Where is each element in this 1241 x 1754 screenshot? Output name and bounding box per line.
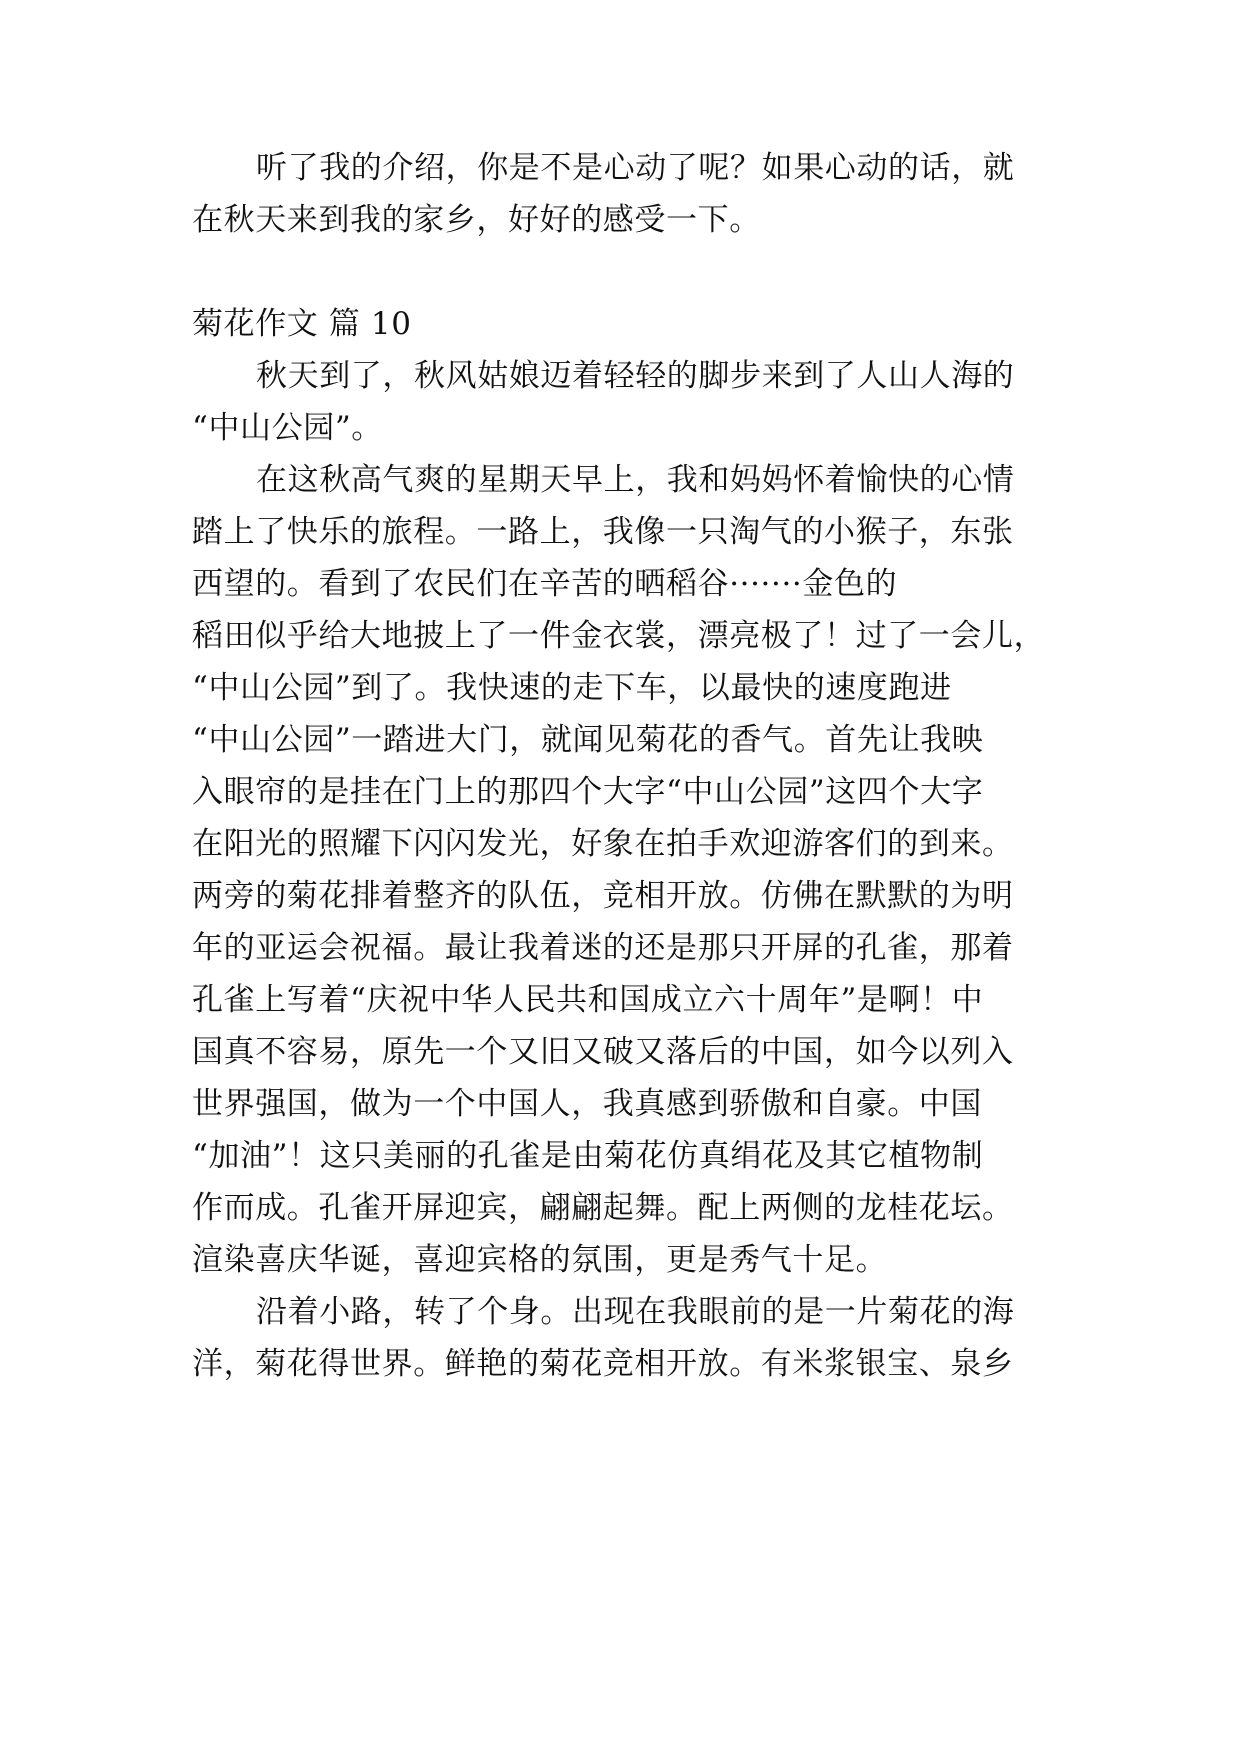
paragraph-line: 秋天到了，秋风姑娘迈着轻轻的脚步来到了人山人海的 (256, 358, 1015, 394)
paragraph-line: 世界强国，做为一个中国人，我真感到骄傲和自豪。中国 (192, 1086, 982, 1122)
paragraph-line: 国真不容易，原先一个又旧又破又落后的中国，如今以列入 (192, 1034, 1014, 1070)
paragraph-line: 听了我的介绍，你是不是心动了呢？如果心动的话，就 (256, 150, 1015, 186)
paragraph-line: 年的亚运会祝福。最让我着迷的还是那只开屏的孔雀，那着 (192, 930, 1014, 966)
paragraph-line: 两旁的菊花排着整齐的队伍，竞相开放。仿佛在默默的为明 (192, 878, 1014, 914)
paragraph-line: 在秋天来到我的家乡，好好的感受一下。 (192, 202, 761, 238)
paragraph-line: 在阳光的照耀下闪闪发光，好象在拍手欢迎游客们的到来。 (192, 826, 1014, 862)
paragraph-line: “中山公园”到了。我快速的走下车，以最快的速度跑进 (192, 670, 952, 706)
paragraph-line: 入眼帘的是挂在门上的那四个大字“中山公园”这四个大字 (192, 774, 984, 810)
paragraph-line: “中山公园”。 (192, 410, 383, 446)
paragraph-line: 洋，菊花得世界。鲜艳的菊花竞相开放。有米浆银宝、泉乡 (192, 1346, 1014, 1382)
paragraph-line: “中山公园”一踏进大门，就闻见菊花的香气。首先让我映 (192, 722, 984, 758)
paragraph-line: 孔雀上写着“庆祝中华人民共和国成立六十周年”是啊！中 (192, 982, 984, 1018)
paragraph-line: 稻田似乎给大地披上了一件金衣裳，漂亮极了！过了一会儿， (192, 618, 1046, 654)
paragraph-line: 沿着小路，转了个身。出现在我眼前的是一片菊花的海 (256, 1294, 1015, 1330)
paragraph-line: “加油”！这只美丽的孔雀是由菊花仿真绢花及其它植物制 (192, 1138, 984, 1174)
paragraph-line: 踏上了快乐的旅程。一路上，我像一只淘气的小猴子，东张 (192, 514, 1014, 550)
paragraph-line: 渲染喜庆华诞，喜迎宾格的氛围，更是秀气十足。 (192, 1242, 888, 1278)
paragraph-line: 作而成。孔雀开屏迎宾，翩翩起舞。配上两侧的龙桂花坛。 (192, 1190, 1014, 1226)
paragraph-line: 西望的。看到了农民们在辛苦的晒稻谷·······金色的 (192, 566, 898, 602)
section-title: 菊花作文 篇 10 (192, 306, 412, 342)
paragraph-line: 在这秋高气爽的星期天早上，我和妈妈怀着愉快的心情 (256, 462, 1015, 498)
